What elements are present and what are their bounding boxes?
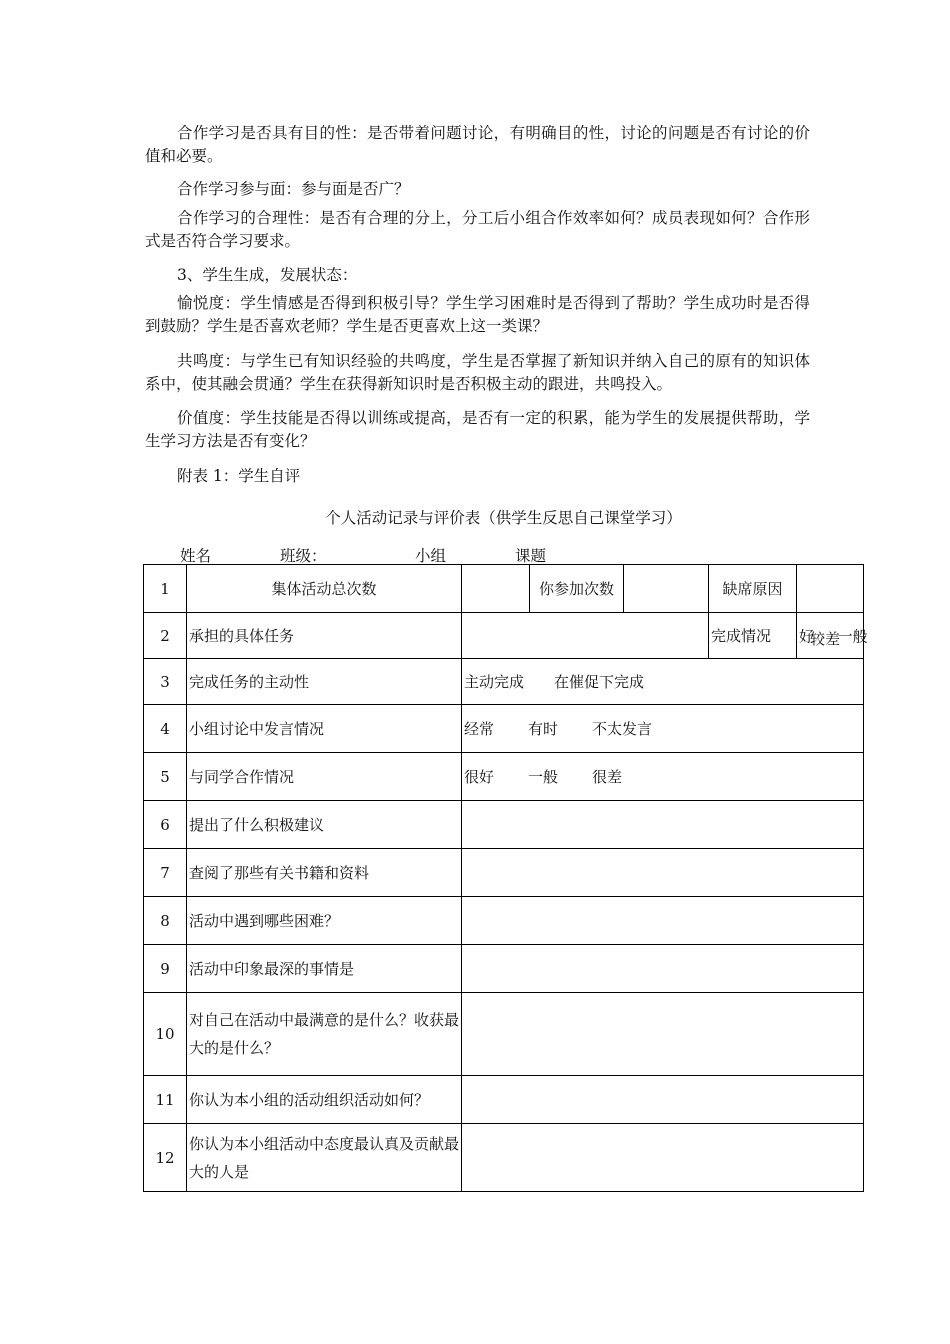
row-item-label: 完成任务的主动性 bbox=[187, 659, 462, 705]
option-average[interactable]: 一般 bbox=[837, 627, 868, 645]
option-sometimes[interactable]: 有时 bbox=[528, 720, 559, 738]
row-item-label: 你认为本小组的活动组织活动如何？ bbox=[187, 1076, 462, 1124]
table-row bbox=[144, 897, 864, 945]
option-good[interactable]: 好 bbox=[799, 627, 815, 645]
option-poor[interactable]: 较差 bbox=[810, 630, 841, 648]
participation-label: 你参加次数 bbox=[530, 565, 624, 613]
row-number: 6 bbox=[144, 801, 187, 849]
group-label: 小组 bbox=[415, 547, 447, 565]
table-row bbox=[144, 613, 864, 659]
row-number: 5 bbox=[144, 753, 187, 801]
row-number: 4 bbox=[144, 705, 187, 753]
option-often[interactable]: 经常 bbox=[464, 720, 495, 738]
answer-cell[interactable] bbox=[462, 801, 864, 849]
row-number: 8 bbox=[144, 897, 187, 945]
table-row bbox=[144, 993, 864, 1076]
table-row bbox=[144, 753, 864, 801]
answer-cell[interactable] bbox=[624, 565, 709, 613]
answer-cell[interactable] bbox=[797, 565, 864, 613]
table-row bbox=[144, 945, 864, 993]
answer-cell[interactable] bbox=[462, 565, 530, 613]
row-number: 9 bbox=[144, 945, 187, 993]
answer-cell[interactable] bbox=[462, 897, 864, 945]
row-item-label: 与同学合作情况 bbox=[187, 753, 462, 801]
paragraph-resonance: 共鸣度：与学生已有知识经验的共鸣度，学生是否掌握了新知识并纳入自己的原有的知识体系中，使其融会贯通？学生在获得新知识时是否积极主动的跟进，共鸣投入。 bbox=[145, 352, 810, 393]
table-row bbox=[144, 1124, 864, 1192]
topic-label: 课题 bbox=[515, 547, 547, 565]
option-very-good[interactable]: 很好 bbox=[464, 768, 495, 786]
row-number: 1 bbox=[144, 565, 187, 613]
completion-label: 完成情况 bbox=[709, 613, 797, 659]
evaluation-table bbox=[143, 564, 868, 1192]
row-number: 12 bbox=[144, 1124, 187, 1192]
table-row bbox=[144, 849, 864, 897]
answer-cell[interactable] bbox=[462, 1076, 864, 1124]
table-row bbox=[144, 659, 864, 705]
row-item-label: 活动中遇到哪些困难？ bbox=[187, 897, 462, 945]
paragraph-value: 价值度：学生技能是否得以训练或提高，是否有一定的积累，能为学生的发展提供帮助，学生学习方法是否有变化？ bbox=[145, 409, 810, 450]
form-title: 个人活动记录与评价表（供学生反思自己课堂学习） bbox=[325, 509, 682, 527]
row-number: 3 bbox=[144, 659, 187, 705]
section-heading-student-state: 3、学生生成，发展状态： bbox=[177, 266, 358, 284]
row-number: 11 bbox=[144, 1076, 187, 1124]
row-number: 10 bbox=[144, 993, 187, 1076]
answer-cell[interactable] bbox=[462, 849, 864, 897]
options-cell bbox=[462, 753, 864, 801]
option-rarely[interactable]: 不太发言 bbox=[592, 720, 653, 738]
answer-cell[interactable] bbox=[462, 993, 864, 1076]
row-item-label: 对自己在活动中最满意的是什么？收获最大的是什么？ bbox=[187, 993, 462, 1076]
row-item-label: 小组讨论中发言情况 bbox=[187, 705, 462, 753]
row-item-label: 提出了什么积极建议 bbox=[187, 801, 462, 849]
option-active[interactable]: 主动完成 bbox=[464, 673, 525, 691]
table-row bbox=[144, 705, 864, 753]
appendix-label: 附表 1：学生自评 bbox=[177, 467, 301, 485]
option-urged[interactable]: 在催促下完成 bbox=[554, 673, 645, 691]
row-item-label: 活动中印象最深的事情是 bbox=[187, 945, 462, 993]
options-cell bbox=[462, 659, 864, 705]
paragraph-rationality: 合作学习的合理性：是否有合理的分上，分工后小组合作效率如何？成员表现如何？合作形式是否符合学习要求。 bbox=[145, 209, 810, 250]
row-item-label: 集体活动总次数 bbox=[187, 565, 462, 613]
paragraph-cooperative-purpose: 合作学习是否具有目的性：是否带着问题讨论，有明确目的性，讨论的问题是否有讨论的价值和必要。 bbox=[145, 124, 810, 165]
absence-label: 缺席原因 bbox=[709, 565, 797, 613]
row-number: 7 bbox=[144, 849, 187, 897]
table-row bbox=[144, 1076, 864, 1124]
options-cell bbox=[462, 705, 864, 753]
paragraph-participation: 合作学习参与面：参与面是否广？ bbox=[177, 180, 410, 198]
answer-cell[interactable] bbox=[462, 613, 709, 659]
row-item-label: 承担的具体任务 bbox=[187, 613, 462, 659]
table-row bbox=[144, 565, 864, 613]
paragraph-pleasure: 愉悦度：学生情感是否得到积极引导？学生学习困难时是否得到了帮助？学生成功时是否得到鼓励？学生是否喜欢老师？学生是否更喜欢上这一类课？ bbox=[145, 294, 810, 335]
row-item-label: 查阅了那些有关书籍和资料 bbox=[187, 849, 462, 897]
class-label: 班级： bbox=[280, 547, 327, 565]
answer-cell[interactable] bbox=[462, 945, 864, 993]
option-poor[interactable]: 很差 bbox=[592, 768, 623, 786]
answer-cell[interactable] bbox=[462, 1124, 864, 1192]
option-average[interactable]: 一般 bbox=[528, 768, 559, 786]
row-number: 2 bbox=[144, 613, 187, 659]
table-row bbox=[144, 801, 864, 849]
row-item-label: 你认为本小组活动中态度最认真及贡献最大的人是 bbox=[187, 1124, 462, 1192]
name-label: 姓名 bbox=[180, 547, 212, 565]
